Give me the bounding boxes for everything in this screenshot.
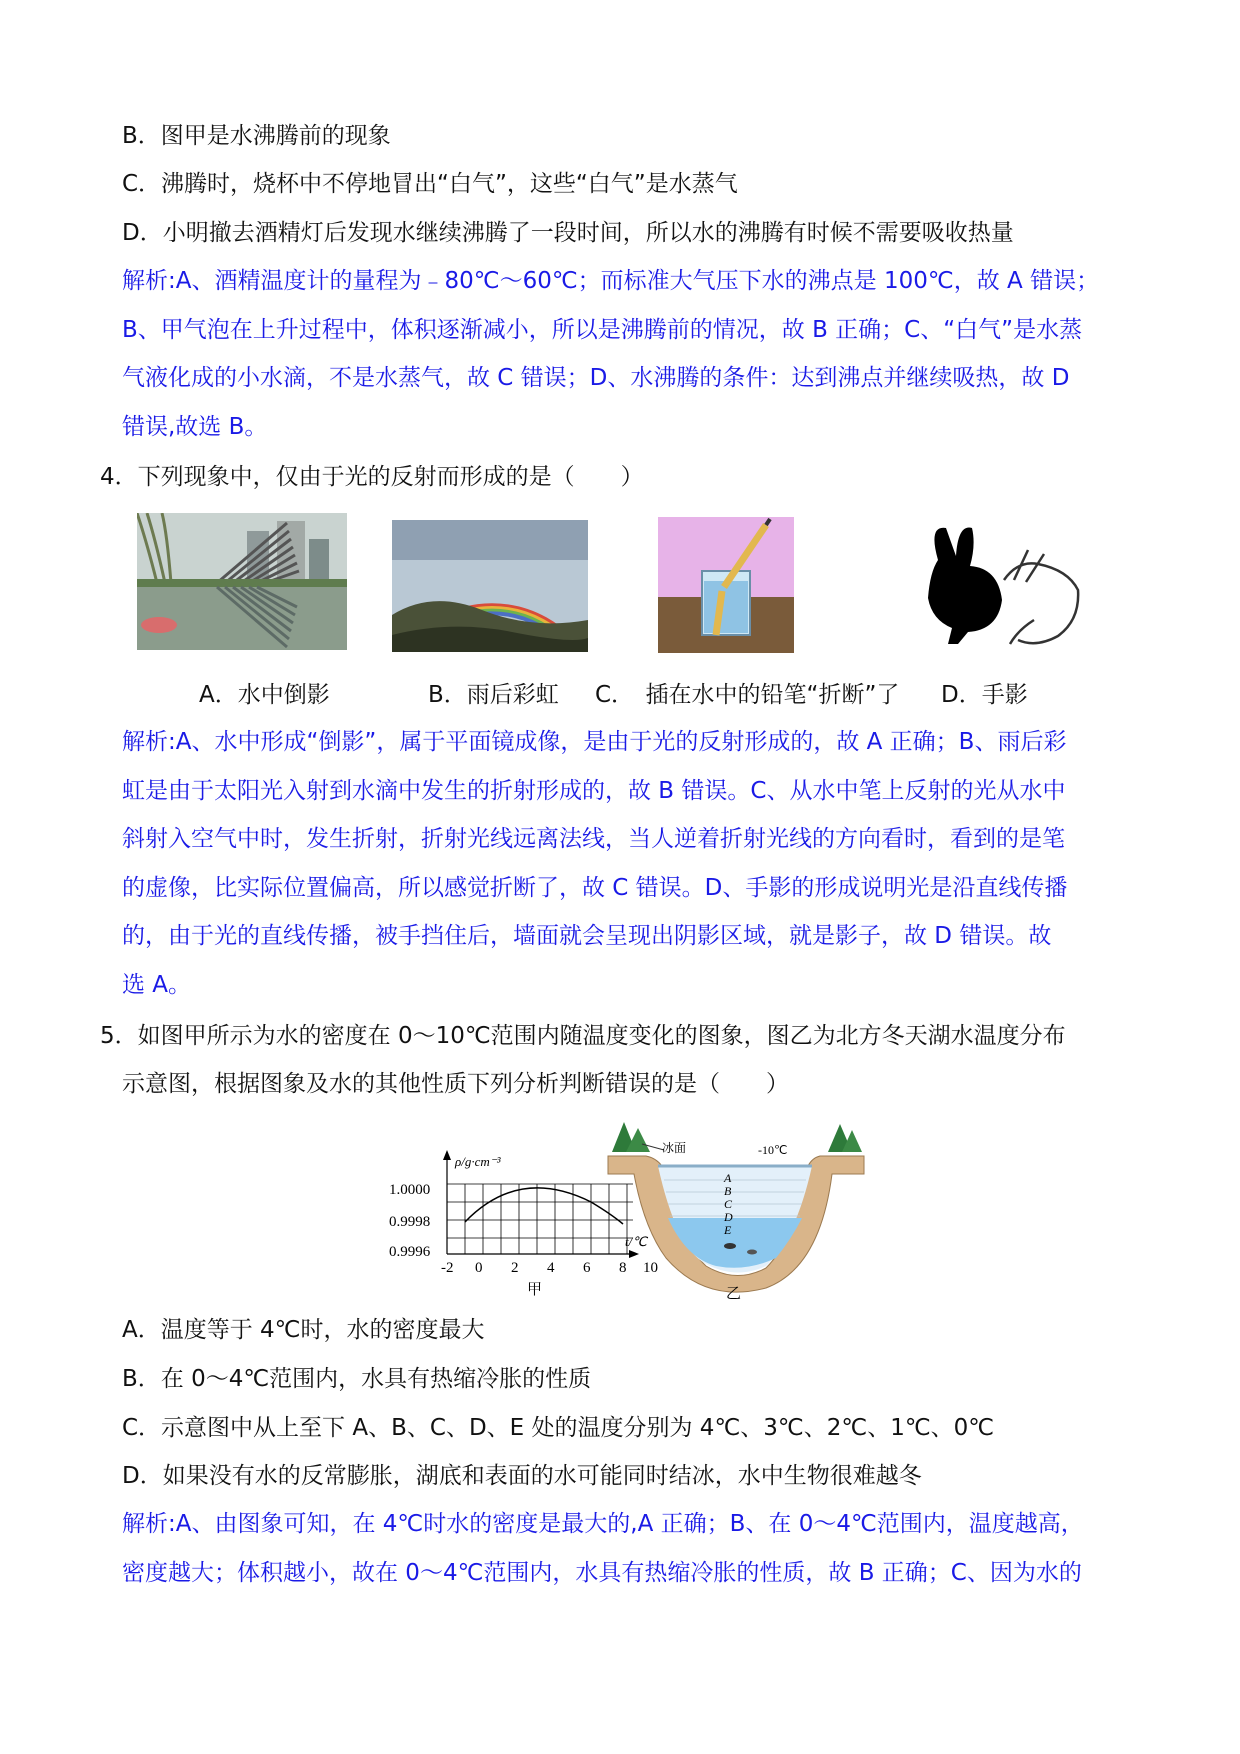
q3-analysis-line: 气液化成的小水滴，不是水蒸气，故 C 错误；D、水沸腾的条件：达到沸点并继续吸热，故 D [122, 365, 1070, 391]
fish-icon [747, 1250, 757, 1255]
q3-analysis-line: B、甲气泡在上升过程中，体积逐渐减小，所以是沸腾前的情况，故 B 正确；C、“白气”是水蒸 [122, 317, 1083, 343]
layer-label: B [724, 1184, 732, 1198]
graph-xtick: 8 [619, 1260, 627, 1276]
layer-label: E [724, 1223, 732, 1237]
fish-icon [724, 1243, 736, 1249]
q4-analysis-line: 斜射入空气中时，发生折射，折射光线远离法线，当人逆着折射光线的方向看时，看到的是笔 [122, 826, 1065, 852]
graph-xtick: 6 [583, 1260, 591, 1276]
graph-ytick: 0.9998 [389, 1214, 431, 1230]
q5-option-c: C．示意图中从上至下 A、B、C、D、E 处的温度分别为 4℃、3℃、2℃、1℃、0℃ [122, 1415, 995, 1441]
pencil-in-water-image [658, 517, 794, 653]
water-reflection-image [137, 513, 347, 650]
q5-analysis-line: 解析:A、由图象可知，在 4℃时水的密度是最大的,A 正确；B、在 0～4℃范围内，温度越高， [122, 1511, 1084, 1537]
hand-shadow-image [918, 520, 1086, 652]
lake-diagram [606, 1118, 866, 1302]
q5-option-b: B．在 0～4℃范围内，水具有热缩冷胀的性质 [122, 1366, 592, 1392]
q5-analysis-line: 密度越大；体积越小，故在 0～4℃范围内，水具有热缩冷胀的性质，故 B 正确；C、因为水的 [122, 1560, 1082, 1586]
ice-label: 冰面 [662, 1141, 687, 1155]
graph-xlabel: t/℃ [625, 1234, 647, 1249]
layer-label: D [724, 1210, 733, 1224]
q4-analysis-line: 解析:A、水中形成“倒影”，属于平面镜成像，是由于光的反射形成的，故 A 正确；B、雨后彩 [122, 729, 1067, 755]
graph-ylabel: ρ/g·cm⁻³ [455, 1154, 501, 1169]
graph-ytick: 0.9996 [389, 1244, 431, 1260]
q4-label-d: D．手影 [941, 682, 1028, 708]
layer-label: A [724, 1171, 732, 1185]
air-temp-label: -10℃ [758, 1143, 788, 1157]
rainbow-image [392, 520, 588, 652]
q4-label-c: C． 插在水中的铅笔“折断”了 [595, 682, 900, 708]
graph-ytick: 1.0000 [389, 1182, 431, 1198]
graph-xtick: 10 [643, 1260, 658, 1276]
q5-stem-line: 5．如图甲所示为水的密度在 0～10℃范围内随温度变化的图象，图乙为北方冬天湖水温度分布 [100, 1023, 1066, 1049]
q4-analysis-line: 的，由于光的直线传播，被手挡住后，墙面就会呈现出阴影区域，就是影子，故 D 错误。故 [122, 923, 1052, 949]
q3-option-d: D．小明撤去酒精灯后发现水继续沸腾了一段时间，所以水的沸腾有时候不需要吸收热量 [122, 220, 1014, 246]
q3-analysis-line: 解析:A、酒精温度计的量程为﹣80℃～60℃；而标准大气压下水的沸点是 100℃，故 A 错误； [122, 268, 1100, 294]
q5-option-a: A．温度等于 4℃时，水的密度最大 [122, 1317, 485, 1343]
lake-caption: 乙 [726, 1286, 742, 1302]
graph-caption: 甲 [527, 1282, 543, 1296]
layer-label: C [724, 1197, 733, 1211]
q4-analysis-line: 虹是由于太阳光入射到水滴中发生的折射形成的，故 B 错误。C、从水中笔上反射的光从水中 [122, 778, 1066, 804]
q3-analysis-line: 错误,故选 B。 [122, 414, 268, 440]
q4-stem: 4．下列现象中，仅由于光的反射而形成的是（ ） [100, 464, 644, 490]
density-curve [465, 1188, 623, 1224]
q4-analysis-line: 的虚像，比实际位置偏高，所以感觉折断了，故 C 错误。D、手影的形成说明光是沿直线传播 [122, 875, 1068, 901]
graph-xtick: 4 [547, 1260, 555, 1276]
q4-label-b: B．雨后彩虹 [428, 682, 559, 708]
q4-label-a: A．水中倒影 [199, 682, 330, 708]
q5-stem-line: 示意图，根据图象及水的其他性质下列分析判断错误的是（ ） [122, 1071, 789, 1097]
graph-xtick: -2 [441, 1260, 454, 1276]
graph-xtick: 0 [475, 1260, 483, 1276]
q4-analysis-line: 选 A。 [122, 972, 192, 998]
q3-option-c: C．沸腾时，烧杯中不停地冒出“白气”，这些“白气”是水蒸气 [122, 171, 738, 197]
graph-xtick: 2 [511, 1260, 519, 1276]
q5-option-d: D．如果没有水的反常膨胀，湖底和表面的水可能同时结冰，水中生物很难越冬 [122, 1463, 922, 1489]
q3-option-b: B．图甲是水沸腾前的现象 [122, 123, 391, 149]
